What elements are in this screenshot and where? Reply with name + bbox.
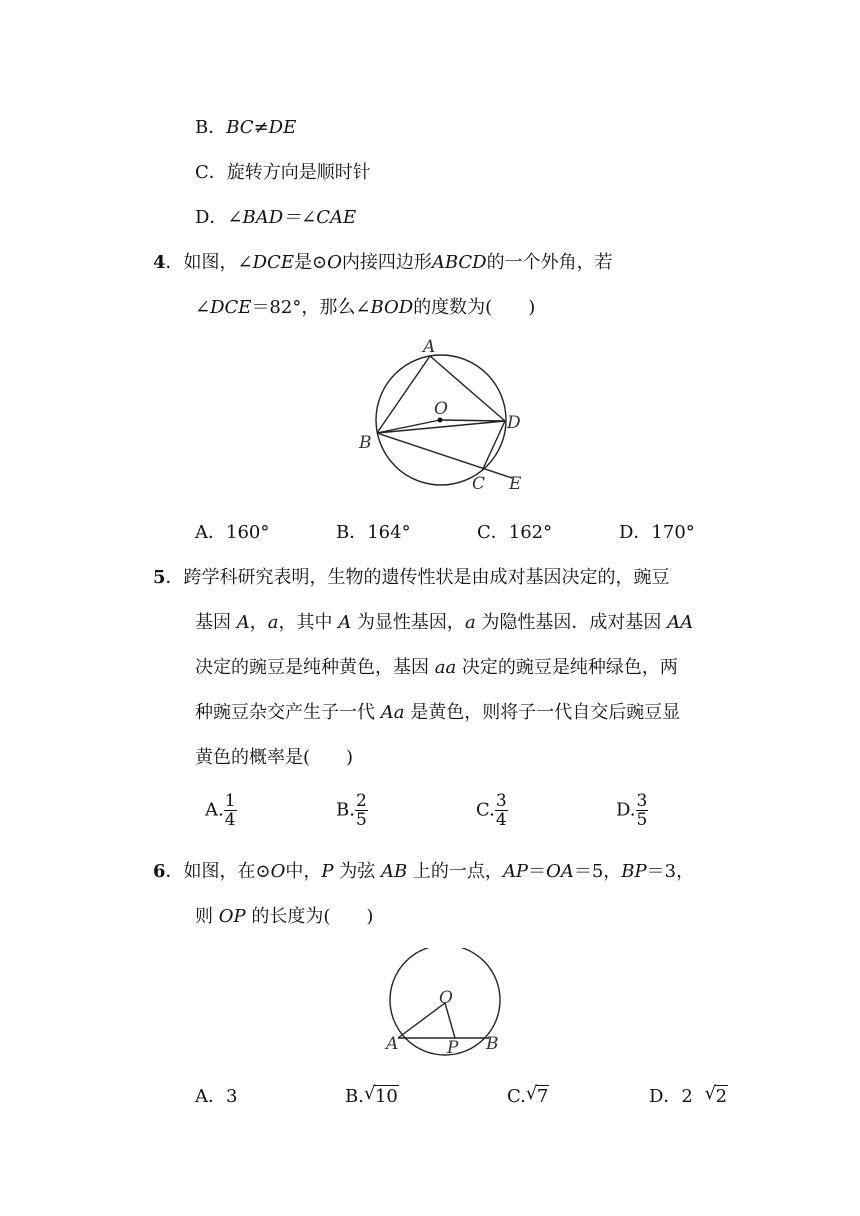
q5-text: ， (249, 612, 268, 633)
q4-label-o: O (434, 399, 448, 419)
q6-label-b: B (486, 1034, 499, 1054)
q4-text: 的度数为( ) (413, 297, 536, 318)
q5-option-a (205, 792, 237, 829)
q4-text: 是⊙ (293, 252, 328, 273)
q5-option-a-fraction (224, 792, 237, 829)
q5-option-b (336, 792, 368, 829)
q4-segment-bd (377, 421, 505, 433)
q6-text: ＝ (528, 861, 547, 882)
q6-text: 中， (285, 861, 322, 882)
fraction-numerator: 2 (355, 791, 367, 811)
q5-option-c-fraction (495, 792, 508, 829)
q4-number: 4 (153, 252, 166, 273)
q5-option-d-label: D. (616, 799, 636, 821)
q6-circle-figure (380, 948, 510, 1060)
q5-text: AA (667, 612, 694, 633)
fraction-denominator: 5 (355, 810, 367, 830)
fraction-numerator: 3 (636, 791, 648, 811)
q5-text: 为隐性基因．成对基因 (475, 612, 668, 633)
q6-text: AB (380, 861, 408, 882)
q6-text: OP (218, 906, 246, 927)
sqrt-radical-icon: √ (525, 1083, 538, 1104)
q6-text: OA (546, 861, 574, 882)
q6-text: BP (621, 861, 647, 882)
q6-segment-op (445, 1003, 455, 1038)
q3-option-d (195, 206, 356, 230)
q4-option-c: C．162° (477, 522, 553, 543)
q3-option-d-expr: ∠BAD＝∠CAE (227, 207, 357, 228)
q4-label-b: B (359, 433, 372, 453)
q5-text: 种豌豆杂交产生子一代 (195, 702, 381, 723)
q4-text: BOD (370, 297, 414, 318)
q4-text: ABCD (431, 252, 487, 273)
q4-label-a: A (423, 337, 436, 357)
q4-segment-od (440, 420, 505, 421)
fraction-denominator: 4 (224, 810, 236, 830)
q6-option-a: A．3 (195, 1086, 238, 1107)
fraction-denominator: 4 (495, 810, 507, 830)
q4-text: O (327, 252, 342, 273)
q5-option-a-label: A. (205, 799, 224, 821)
q5-option-b-fraction (355, 792, 368, 829)
q6-option-d (649, 1085, 728, 1109)
q4-option-d: D．170° (619, 522, 695, 543)
q5-stem-line2 (195, 611, 693, 635)
sqrt-radicand: 7 (536, 1086, 549, 1107)
q5-option-c (476, 792, 508, 829)
q5-text: Aa (380, 702, 405, 723)
q5-text: aa (434, 657, 457, 678)
q3-option-c (195, 161, 371, 185)
q5-text: 基因 (195, 612, 237, 633)
q4-option-a: A．160° (195, 522, 270, 543)
sqrt-radicand: 10 (374, 1086, 398, 1107)
q5-text: a (267, 612, 279, 633)
q4-segment-be (377, 433, 512, 478)
q4-text: ∠ (195, 297, 211, 318)
q6-option-c-sqrt (526, 1085, 549, 1109)
q5-option-c-label: C. (476, 799, 495, 821)
fraction-denominator: 5 (636, 810, 648, 830)
q4-label-c: C (472, 474, 486, 494)
q3-option-b (195, 116, 296, 140)
q4-text: DCE (210, 297, 252, 318)
q4-text: ．如图，∠ (165, 252, 253, 273)
q6-text: ＝3， (646, 861, 695, 882)
q5-option-d (616, 792, 648, 829)
q5-text: ．跨学科研究表明，生物的遗传性状是由成对基因决定的，豌豆 (165, 567, 670, 588)
q6-option-b (345, 1085, 399, 1109)
q6-text: AP (502, 861, 529, 882)
q6-text: 为弦 (333, 861, 381, 882)
q5-text: ，其中 (278, 612, 339, 633)
q5-text: 是黄色，则将子一代自交后豌豆显 (404, 702, 681, 723)
q5-text: A (338, 612, 352, 633)
q4-segment-bo (377, 420, 440, 433)
q3-option-b-label: B． (195, 117, 227, 138)
q5-stem-line5 (195, 746, 353, 770)
q6-label-o: O (439, 988, 453, 1008)
q3-option-c-text: C．旋转方向是顺时针 (195, 162, 371, 183)
q3-option-d-label: D． (195, 207, 228, 228)
q6-number: 6 (153, 861, 166, 882)
q4-label-e: E (509, 474, 522, 494)
q4-circle-figure (350, 335, 540, 500)
q6-option-b-label: B. (345, 1086, 364, 1107)
q5-text: A (236, 612, 250, 633)
fraction-numerator: 1 (224, 791, 236, 811)
q4-text: 内接四边形 (341, 252, 432, 273)
q4-text: DCE (252, 252, 294, 273)
q4-text: ＝82°，那么∠ (251, 297, 371, 318)
q6-text: O (270, 861, 286, 882)
fraction-numerator: 3 (495, 791, 507, 811)
q5-stem-line4 (195, 701, 680, 725)
sqrt-radical-icon: √ (363, 1083, 376, 1104)
q4-text: 的一个外角，若 (486, 252, 613, 273)
q5-text: a (464, 612, 476, 633)
sqrt-radicand: 2 (715, 1086, 728, 1107)
q5-text: 为显性基因， (351, 612, 465, 633)
q6-label-a: A (386, 1034, 399, 1054)
q5-text: 决定的豌豆是纯种黄色，基因 (195, 657, 435, 678)
q5-option-b-label: B. (336, 799, 355, 821)
q4-stem-line2 (195, 296, 535, 320)
q5-number: 5 (153, 567, 166, 588)
q5-text: 黄色的概率是( ) (195, 747, 354, 768)
q6-option-d-sqrt (705, 1085, 728, 1109)
q4-option-b: B．164° (336, 522, 411, 543)
q6-option-c-label: C. (507, 1086, 526, 1107)
q6-label-p: P (447, 1038, 459, 1058)
q5-stem-line1 (153, 566, 670, 590)
q3-option-b-expr: BC≠DE (226, 117, 297, 138)
sqrt-radical-icon: √ (704, 1083, 717, 1104)
q6-text: 则 (195, 906, 219, 927)
q6-text: P (321, 861, 334, 882)
q6-stem-line1 (153, 860, 694, 884)
q5-text: 决定的豌豆是纯种绿色，两 (456, 657, 678, 678)
q6-text: ．如图，在⊙ (165, 861, 271, 882)
q6-segment-oa (398, 1003, 445, 1038)
q5-option-d-fraction (636, 792, 649, 829)
q4-segment-dc (482, 421, 505, 471)
q6-option-c (507, 1085, 549, 1109)
q6-text: ＝5， (573, 861, 622, 882)
q4-stem-line1 (153, 251, 613, 275)
q5-stem-line3 (195, 656, 678, 680)
q6-stem-line2 (195, 905, 373, 929)
q4-label-d: D (507, 413, 521, 433)
q6-option-b-sqrt (364, 1085, 399, 1109)
q6-option-d-label: D．2 (649, 1086, 699, 1107)
q6-text: 上的一点， (407, 861, 503, 882)
q6-text: 的长度为( ) (245, 906, 374, 927)
